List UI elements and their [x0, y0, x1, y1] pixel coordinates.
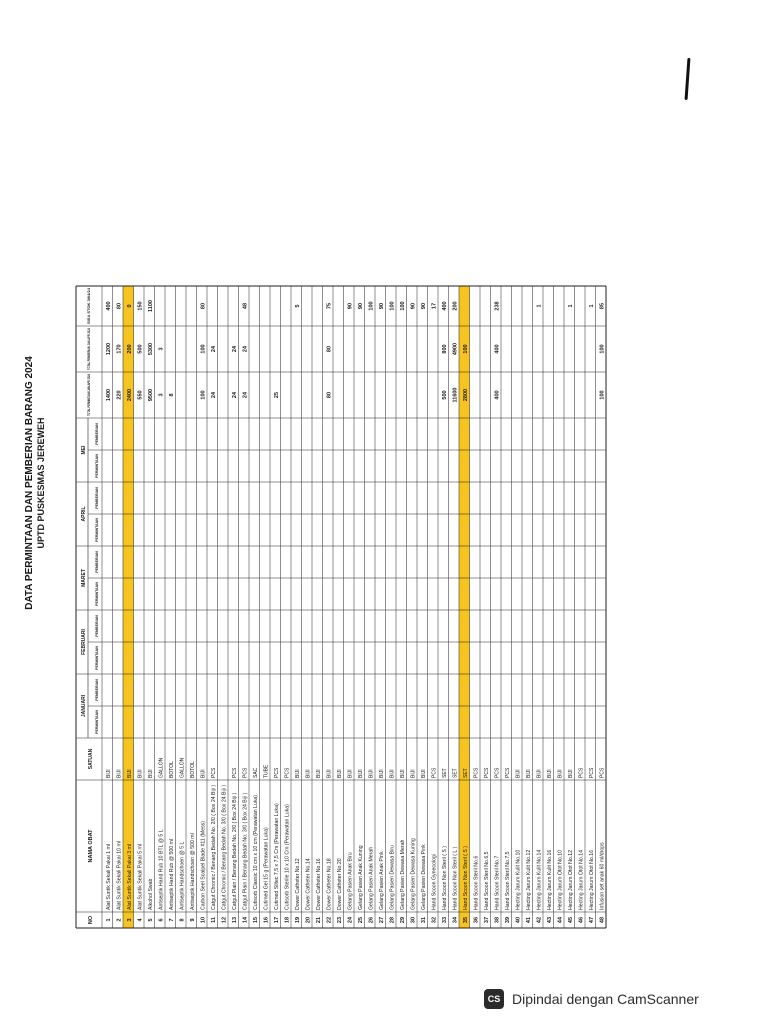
row-number: 2: [116, 918, 123, 922]
row-unit: BIJI: [137, 769, 144, 778]
row-number: 10: [200, 916, 207, 924]
row-item-name: Antiseptik Handschoen @ 5 L: [179, 841, 186, 910]
row-unit: BIJI: [326, 769, 333, 778]
row-number: 21: [315, 916, 322, 924]
row-number: 23: [336, 916, 343, 924]
row-number: 38: [494, 916, 501, 924]
row-sisa-stok: 90: [347, 302, 354, 310]
camscanner-label: Dipindai dengan CamScanner: [512, 991, 699, 1007]
row-unit: BIJI: [515, 769, 522, 778]
row-unit: GALLON: [179, 757, 186, 778]
row-total-pemberian: 3: [158, 347, 165, 351]
header-month: APRIL: [81, 506, 87, 522]
row-sisa-stok: 1: [536, 304, 543, 308]
row-number: 30: [410, 916, 417, 924]
row-item-name: Hecting Jarum Otot No.14: [578, 850, 585, 910]
row-number: 41: [525, 916, 532, 924]
header-pemberian: PEMBERIAN: [95, 679, 99, 701]
row-number: 28: [389, 916, 396, 924]
row-unit: BIJI: [410, 769, 417, 778]
row-total-permintaan: 100: [200, 390, 207, 400]
header-nama-obat: NAMA OBAT: [88, 829, 94, 863]
row-sisa-stok: 1: [588, 304, 595, 308]
row-item-name: Hand Scoon Steril No.7: [494, 855, 501, 910]
row-sisa-stok: 17: [431, 302, 438, 310]
row-total-permintaan: 24: [231, 391, 238, 399]
row-total-permintaan: 220: [116, 390, 123, 400]
row-item-name: Dower Catheter No.16: [315, 858, 322, 910]
row-item-name: Hecting Jarum Otot No.16: [588, 850, 595, 910]
row-number: 37: [483, 916, 490, 924]
row-unit: BIJI: [399, 769, 406, 778]
row-number: 32: [431, 916, 438, 924]
row-total-pemberian: 24: [242, 345, 249, 353]
row-item-name: Dower Catheter No.20: [336, 858, 343, 910]
row-number: 25: [357, 916, 364, 924]
row-number: 16: [263, 916, 270, 924]
row-unit: PCS: [504, 767, 511, 778]
row-total-pemberian: 400: [494, 344, 501, 354]
row-unit: PCS: [473, 767, 480, 778]
row-sisa-stok: 75: [326, 302, 333, 310]
row-item-name: Hand Scoon Steril No.7,5: [504, 851, 511, 910]
row-unit: PCS: [284, 767, 291, 778]
row-item-name: Dower Catheter No.12: [294, 858, 301, 910]
row-number: 12: [221, 916, 228, 924]
row-number: 20: [305, 916, 312, 924]
row-item-name: Gelang Pasien Dewasa Kuning: [410, 838, 417, 910]
row-item-name: Hecting Jarum Kulit No.10: [515, 849, 522, 910]
row-total-pemberian: 200: [126, 344, 133, 354]
header-month: MARET: [81, 569, 87, 587]
header-total-pemberian: TOTAL PEMBERIAN JAN-APR 2024: [87, 316, 91, 370]
header-permintaan: PERMINTAAN: [95, 582, 99, 606]
row-unit: PCS: [578, 767, 585, 778]
header-month: MEI: [81, 445, 87, 455]
document-subtitle: UPTD PUSKESMAS JEREWEH: [36, 417, 46, 549]
header-month: JANUARI: [81, 694, 87, 718]
row-item-name: Gelang Pasien Anak Biru: [347, 852, 354, 910]
row-number: 27: [378, 916, 385, 924]
row-sisa-stok: 90: [410, 302, 417, 310]
highlight-row-band: [459, 286, 470, 928]
row-unit: BOTOL: [189, 761, 196, 778]
document-title: DATA PERMINTAAN DAN PEMBERIAN BARANG 2024: [24, 356, 35, 610]
row-sisa-stok: 80: [116, 302, 123, 310]
row-item-name: Gelang Pasien Anak Pink: [378, 851, 385, 910]
row-unit: SET: [462, 768, 469, 778]
row-unit: GALLON: [158, 757, 165, 778]
row-unit: SAC: [252, 767, 259, 778]
row-number: 5: [147, 918, 154, 922]
row-unit: BIJI: [525, 769, 532, 778]
row-item-name: Gelang Pasien Anak Merah: [368, 846, 375, 910]
row-number: 1: [105, 918, 112, 922]
row-number: 39: [504, 916, 511, 924]
row-unit: BIJI: [546, 769, 553, 778]
row-sisa-stok: 90: [420, 302, 427, 310]
row-item-name: Gelang Pasien Dewasa Biru: [389, 845, 396, 910]
row-number: 14: [242, 916, 249, 924]
row-item-name: Dower Catheter No.14: [305, 858, 312, 910]
row-item-name: Hecting Jarum Kulit No.12: [525, 849, 532, 910]
row-total-pemberian: 1200: [105, 342, 112, 356]
row-item-name: Cutimed Siltec 7,5 x 7,5 Cm (Perawatan Luka): [273, 803, 280, 910]
row-sisa-stok: 90: [378, 302, 385, 310]
camscanner-footer: [484, 988, 754, 1010]
row-sisa-stok: 100: [368, 301, 375, 311]
row-unit: BIJI: [305, 769, 312, 778]
row-unit: BIJI: [116, 769, 123, 778]
row-unit: BIJI: [557, 769, 564, 778]
row-item-name: Hand Scoon Gynecologi: [431, 854, 438, 910]
header-no: NO: [88, 915, 94, 925]
row-total-pemberian: 5300: [147, 342, 154, 356]
row-unit: BIJI: [357, 769, 364, 778]
row-number: 7: [168, 918, 175, 922]
row-item-name: Cutimed Gel 15 g (Perawatan Luka): [263, 827, 270, 910]
row-total-pemberian: 24: [231, 345, 238, 353]
row-unit: TUBE: [263, 764, 270, 778]
row-item-name: Catgut Chromic / Benang Bedah No. 3/0 ( Box 24 Biji ): [221, 784, 228, 910]
row-sisa-stok: 150: [137, 301, 144, 311]
row-unit: BIJI: [536, 769, 543, 778]
row-total-permintaan: 11600: [452, 387, 459, 403]
row-item-name: Infusion set anak 60 ml/drops: [599, 842, 606, 910]
row-item-name: Catgut Plain / Benang Bedah No. 2/0 ( Box 24 Biji ): [231, 792, 238, 910]
row-unit: PCS: [273, 767, 280, 778]
row-total-permintaan: 1400: [105, 388, 112, 402]
row-number: 18: [284, 916, 291, 924]
row-total-pemberian: 500: [137, 344, 144, 354]
header-month: FEBRUARI: [81, 629, 87, 655]
row-item-name: Alat Suntik Sekali Pakai 10 ml: [116, 841, 123, 910]
row-number: 29: [399, 916, 406, 924]
row-sisa-stok: 400: [441, 301, 448, 311]
row-number: 4: [137, 918, 144, 922]
row-total-permintaan: 25: [273, 391, 280, 399]
row-item-name: Gelang Pasien Anak Kuning: [357, 845, 364, 910]
row-sisa-stok: 100: [399, 301, 406, 311]
header-pemberian: PEMBERIAN: [95, 423, 99, 445]
row-item-name: Cutisorb Sterile 10 x 10 Cm (Perawatan Luka): [284, 804, 291, 910]
row-unit: PCS: [231, 767, 238, 778]
row-number: 35: [462, 916, 469, 924]
row-number: 26: [368, 916, 375, 924]
row-item-name: Gelang Pasien Dewasa Merah: [399, 839, 406, 910]
header-permintaan: PERMINTAAN: [95, 454, 99, 478]
row-total-permintaan: 500: [441, 390, 448, 400]
row-unit: BOTOL: [168, 761, 175, 778]
row-unit: PCS: [483, 767, 490, 778]
row-total-permintaan: 80: [326, 391, 333, 399]
row-item-name: Alat Suntik Sekali Pakai 5 ml: [137, 843, 144, 910]
row-item-name: Hand Scoon Steril No.6: [473, 855, 480, 910]
header-pemberian: PEMBERIAN: [95, 615, 99, 637]
row-number: 45: [567, 916, 574, 924]
row-unit: BIJI: [147, 769, 154, 778]
row-sisa-stok: 100: [389, 301, 396, 311]
row-item-name: Dower Catheter No.18: [326, 858, 333, 910]
row-item-name: Hecting Jarum Kulit No.14: [536, 849, 543, 910]
row-unit: SET: [452, 768, 459, 778]
row-item-name: Carbon Seel Scalpel Blade #11 (Mess): [200, 820, 207, 910]
row-unit: BIJI: [420, 769, 427, 778]
row-unit: PCS: [494, 767, 501, 778]
row-total-permintaan: 2400: [126, 388, 133, 402]
row-unit: BIJI: [126, 769, 133, 778]
row-item-name: Gelang Pasien Dewasa Pink: [420, 844, 427, 910]
row-sisa-stok: 5: [294, 304, 301, 308]
row-sisa-stok: 90: [357, 302, 364, 310]
row-unit: BIJI: [368, 769, 375, 778]
row-item-name: Hand Scoon Non Steril ( S ): [462, 845, 469, 910]
row-unit: PCS: [588, 767, 595, 778]
row-unit: BIJI: [347, 769, 354, 778]
row-number: 46: [578, 916, 585, 924]
row-number: 6: [158, 918, 165, 922]
row-number: 15: [252, 916, 259, 924]
row-total-permintaan: 3: [158, 393, 165, 397]
row-item-name: Alat Suntik Sekali Pakai 3 ml: [126, 843, 133, 910]
row-item-name: Catgut Chromic / Benang Bedah No. 2/0 ( Box 24 Biji ): [210, 784, 217, 910]
row-item-name: Alat Suntik Sekali Pakai 1 ml: [105, 843, 112, 910]
row-number: 43: [546, 916, 553, 924]
row-total-permintaan: 100: [599, 390, 606, 400]
row-number: 47: [588, 916, 595, 924]
row-item-name: Hand Scoon Non Steril ( S ): [441, 845, 448, 910]
row-unit: PCS: [242, 767, 249, 778]
row-unit: BIJI: [294, 769, 301, 778]
row-total-pemberian: 800: [441, 344, 448, 354]
row-item-name: Antiseptik Hand Rub 10 BTL @ 5 L: [158, 829, 165, 910]
row-sisa-stok: 400: [105, 301, 112, 311]
row-total-pemberian: 100: [200, 344, 207, 354]
row-total-permintaan: 2800: [462, 388, 469, 402]
row-item-name: Catgut Plain / Benang Bedah No. 3/0 ( Box 24 Biji ): [242, 792, 249, 910]
row-total-permintaan: 400: [494, 390, 501, 400]
row-total-pemberian: 100: [462, 344, 469, 354]
row-number: 8: [179, 918, 186, 922]
row-number: 9: [189, 918, 196, 922]
row-total-permintaan: 9500: [147, 388, 154, 402]
camscanner-logo-icon: CS: [484, 989, 504, 1009]
row-number: 19: [294, 916, 301, 924]
row-number: 44: [557, 916, 564, 924]
row-number: 34: [452, 916, 459, 924]
row-unit: BIJI: [105, 769, 112, 778]
header-permintaan: PERMINTAAN: [95, 518, 99, 542]
row-sisa-stok: 1: [567, 304, 574, 308]
row-item-name: Antiseptik Hand Rub @ 500 ml: [168, 838, 175, 910]
row-sisa-stok: 80: [200, 302, 207, 310]
row-item-name: Hecting Jarum Otot No.12: [567, 850, 574, 910]
row-unit: PCS: [599, 767, 606, 778]
header-pemberian: PEMBERIAN: [95, 487, 99, 509]
row-number: 36: [473, 916, 480, 924]
row-total-pemberian: 100: [599, 344, 606, 354]
row-unit: BIJI: [200, 769, 207, 778]
row-unit: BIJI: [336, 769, 343, 778]
row-sisa-stok: 200: [452, 301, 459, 311]
row-item-name: Cutisorb Classic 10 cm x 10 cm (Perawatan Luka): [252, 794, 259, 910]
row-number: 24: [347, 916, 354, 924]
row-number: 33: [441, 916, 448, 924]
row-number: 11: [210, 917, 217, 923]
row-sisa-stok: 0: [126, 304, 133, 308]
row-unit: BIJI: [378, 769, 385, 778]
row-number: 42: [536, 916, 543, 924]
header-total-permintaan: TOTAL PERMINTAAN JAN-APR 2024: [87, 360, 91, 416]
header-permintaan: PERMINTAAN: [95, 646, 99, 670]
row-total-permintaan: 550: [137, 390, 144, 400]
row-unit: BIJI: [567, 769, 574, 778]
row-total-pemberian: 4900: [452, 342, 459, 356]
row-number: 17: [273, 916, 280, 924]
row-total-permintaan: 24: [210, 391, 217, 399]
row-item-name: Antiseptik Handschoen @ 500 ml: [189, 833, 196, 910]
row-number: 3: [126, 918, 133, 922]
data-table: [76, 286, 606, 928]
row-item-name: Hecting Jarum Kulit No.16: [546, 849, 553, 910]
row-item-name: Hecting Jarum Otot No.10: [557, 850, 564, 910]
row-sisa-stok: 1100: [147, 300, 154, 312]
row-unit: BIJI: [315, 769, 322, 778]
row-number: 22: [326, 916, 333, 924]
row-unit: PCS: [210, 767, 217, 778]
row-total-permintaan: 8: [168, 393, 175, 397]
row-item-name: Alkohol Swab: [147, 878, 154, 910]
row-total-pemberian: 24: [210, 345, 217, 353]
row-total-pemberian: 80: [326, 345, 333, 353]
row-sisa-stok: 238: [494, 301, 501, 311]
row-sisa-stok: 48: [242, 302, 249, 310]
row-number: 48: [599, 916, 606, 924]
header-permintaan: PERMINTAAN: [95, 710, 99, 734]
row-item-name: Hand Scoon Non Steril ( L ): [452, 846, 459, 910]
row-unit: PCS: [431, 767, 438, 778]
header-satuan: SATUAN: [88, 748, 94, 770]
row-unit: SET: [441, 768, 448, 778]
row-number: 13: [231, 916, 238, 924]
highlight-row-band: [123, 286, 134, 928]
rotated-table-sheet: [24, 286, 606, 928]
row-sisa-stok: 85: [599, 302, 606, 310]
row-total-pemberian: 170: [116, 344, 123, 354]
header-pemberian: PEMBERIAN: [95, 551, 99, 573]
row-item-name: Hand Scoon Steril No.6,5: [483, 851, 490, 910]
header-sisa-stok: SISA STOK 30/4/24: [87, 293, 91, 324]
row-number: 40: [515, 916, 522, 924]
row-number: 31: [420, 916, 427, 924]
row-unit: BIJI: [389, 769, 396, 778]
row-total-permintaan: 24: [242, 391, 249, 399]
